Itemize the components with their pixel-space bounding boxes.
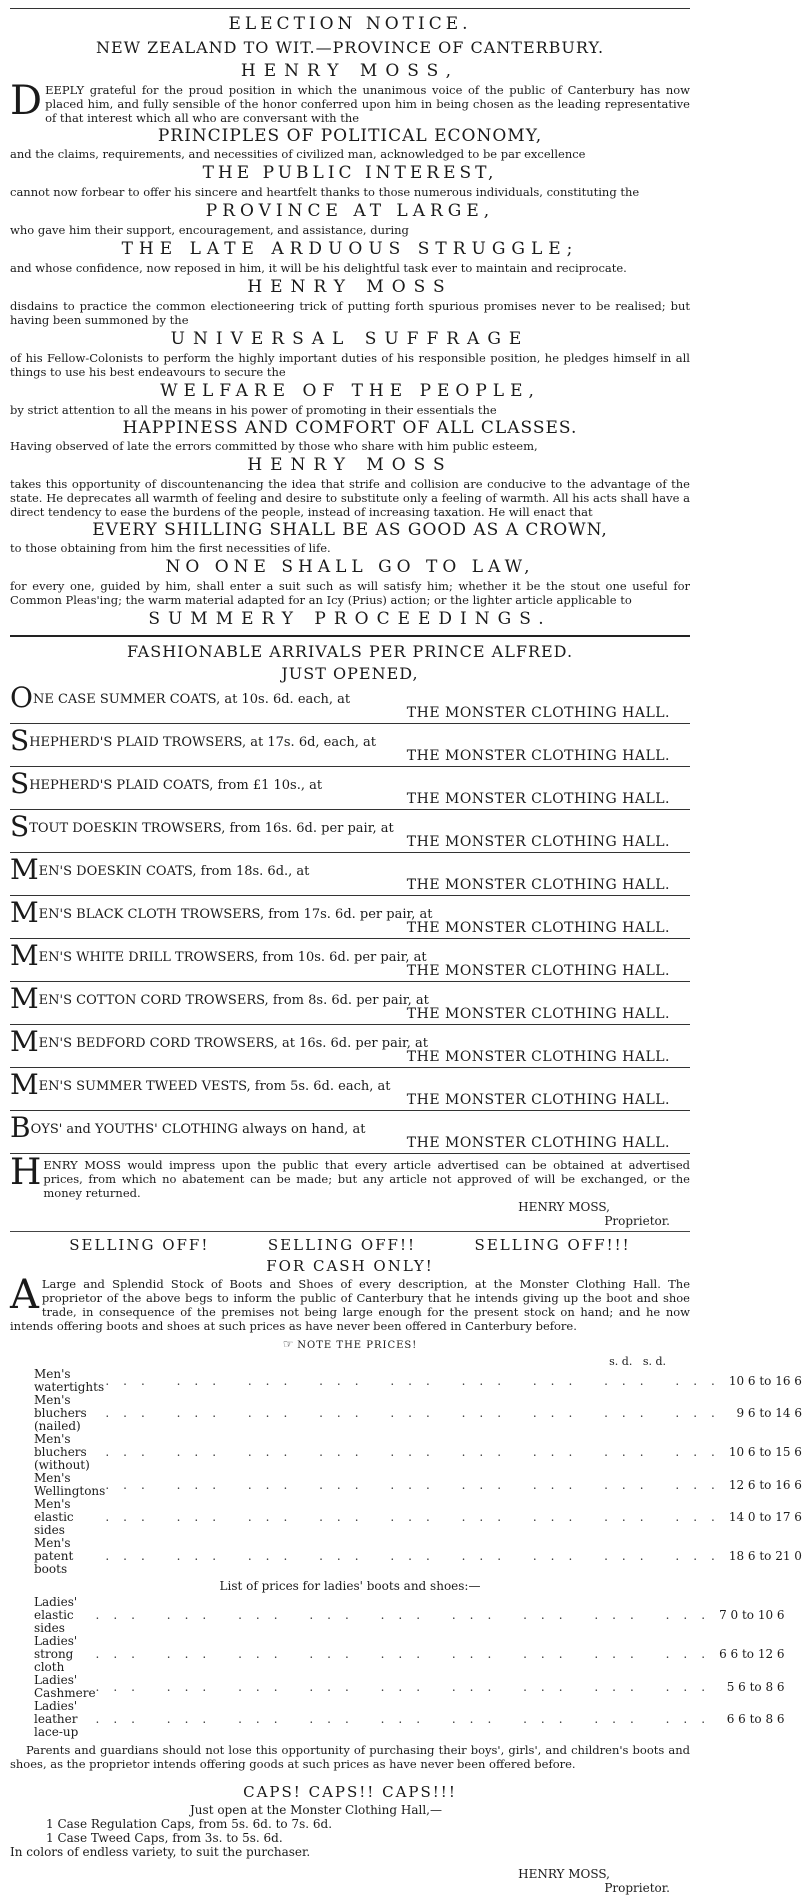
price-value: 12 6 to 16 6 bbox=[728, 1477, 802, 1492]
section-rule bbox=[10, 1231, 690, 1232]
price-value: 7 0 to 10 6 bbox=[719, 1608, 785, 1622]
price-value: 18 6 to 21 0 bbox=[728, 1549, 802, 1563]
arrival-description bbox=[10, 1025, 429, 1058]
price-item: Men's watertights bbox=[34, 1367, 105, 1394]
arrival-text: HEPHERD'S PLAID TROWSERS, at 17s. 6d, each, at bbox=[29, 735, 377, 750]
mens-price-table bbox=[34, 1368, 802, 1576]
arrival-location: THE MONSTER CLOTHING HALL. bbox=[406, 920, 670, 936]
caps-heading: CAPS! CAPS!! CAPS!!! bbox=[243, 1783, 457, 1801]
arrival-item bbox=[10, 1068, 690, 1111]
arrival-item bbox=[10, 982, 690, 1025]
headline-law: NO ONE SHALL GO TO LAW, bbox=[165, 557, 535, 577]
arrival-description bbox=[10, 982, 429, 1015]
election-text: and whose confidence, now reposed in him, it will be his delightful task ever to maintain and reciprocate. bbox=[10, 261, 627, 275]
drop-cap: A bbox=[10, 1272, 39, 1318]
price-item: Men's elastic sides bbox=[34, 1497, 74, 1537]
election-text: disdains to practice the common electioneering trick of putting forth spurious promises never to be realised; but having been summoned by the bbox=[10, 299, 690, 327]
candidate-name: HENRY MOSS bbox=[247, 277, 453, 297]
headline-province: PROVINCE AT LARGE, bbox=[205, 201, 495, 221]
drop-cap: M bbox=[10, 896, 39, 929]
leader-dots: ... ... ... ... ... ... ... ... ... bbox=[105, 1477, 729, 1492]
election-heading: ELECTION NOTICE. bbox=[228, 14, 472, 34]
price-value: 6 6 to 8 6 bbox=[726, 1712, 785, 1726]
price-item: Ladies' Cashmere bbox=[34, 1673, 96, 1700]
price-row bbox=[34, 1635, 785, 1674]
caps-line: In colors of endless variety, to suit the purchaser. bbox=[10, 1845, 311, 1859]
price-row bbox=[34, 1596, 785, 1635]
arrival-item bbox=[10, 724, 690, 767]
arrival-location: THE MONSTER CLOTHING HALL. bbox=[406, 1006, 670, 1022]
arrival-text: EN'S COTTON CORD TROWSERS, from 8s. 6d. per pair, at bbox=[38, 993, 429, 1008]
arrival-location: THE MONSTER CLOTHING HALL. bbox=[406, 834, 670, 850]
drop-cap: B bbox=[10, 1111, 31, 1144]
leader-dots: ... ... ... ... ... ... ... ... ... bbox=[95, 1608, 720, 1622]
headline-principles: PRINCIPLES OF POLITICAL ECONOMY, bbox=[157, 126, 543, 146]
headline-shilling: EVERY SHILLING SHALL BE AS GOOD AS A CROWN, bbox=[92, 520, 608, 540]
price-row bbox=[34, 1368, 802, 1394]
headline-universal-suffrage: UNIVERSAL SUFFRAGE bbox=[170, 329, 530, 349]
selling-off-1: SELLING OFF! bbox=[69, 1236, 210, 1254]
pointing-hand-icon: ☞ bbox=[282, 1337, 294, 1351]
selling-off-section bbox=[10, 1235, 802, 1771]
arrival-description bbox=[10, 896, 433, 929]
caps-line: 1 Case Tweed Caps, from 3s. to 5s. 6d. bbox=[46, 1831, 283, 1845]
price-row bbox=[34, 1674, 785, 1700]
arrival-description bbox=[10, 939, 427, 972]
parents-paragraph: Parents and guardians should not lose this opportunity of purchasing their boys', girls', and children's boots and shoes, as the proprietor intends offering goods at such prices as have never been offered before. bbox=[10, 1743, 690, 1771]
leader-dots: ... ... ... ... ... ... ... ... ... bbox=[105, 1406, 729, 1420]
price-value: 9 6 to 14 6 bbox=[736, 1406, 802, 1420]
top-rule bbox=[10, 8, 690, 9]
arrivals-subheading: JUST OPENED, bbox=[281, 664, 419, 683]
price-item: Men's Wellingtons bbox=[34, 1471, 106, 1498]
headline-late-struggle: THE LATE ARDUOUS STRUGGLE; bbox=[121, 239, 579, 259]
arrivals-heading: FASHIONABLE ARRIVALS PER PRINCE ALFRED. bbox=[126, 642, 574, 661]
arrivals-notice bbox=[10, 1152, 690, 1200]
drop-cap: H bbox=[10, 1152, 42, 1193]
note-prices-text: NOTE THE PRICES! bbox=[297, 1340, 418, 1351]
price-value: 10 6 to 16 6 bbox=[728, 1373, 802, 1388]
leader-dots: ... ... ... ... ... ... ... ... ... bbox=[105, 1373, 729, 1388]
price-value: 5 6 to 8 6 bbox=[726, 1679, 785, 1694]
candidate-name: HENRY MOSS bbox=[247, 455, 453, 475]
arrival-description bbox=[10, 724, 377, 757]
drop-cap: O bbox=[10, 681, 33, 714]
drop-cap: D bbox=[10, 78, 43, 124]
ladies-heading: List of prices for ladies' boots and shoes:— bbox=[219, 1579, 481, 1593]
headline-happiness: HAPPINESS AND COMFORT OF ALL CLASSES. bbox=[122, 418, 578, 438]
arrival-item bbox=[10, 1025, 690, 1068]
arrival-item bbox=[10, 767, 690, 810]
arrival-location: THE MONSTER CLOTHING HALL. bbox=[406, 1049, 670, 1065]
price-row bbox=[34, 1472, 802, 1498]
election-text: and the claims, requirements, and necessities of civilized man, acknowledged to be par excellence bbox=[10, 147, 586, 161]
election-text: who gave him their support, encouragement, and assistance, during bbox=[10, 223, 409, 237]
arrival-location: THE MONSTER CLOTHING HALL. bbox=[406, 963, 670, 979]
drop-cap: S bbox=[10, 767, 30, 800]
price-value: 14 0 to 17 6 bbox=[728, 1510, 802, 1524]
leader-dots: ... ... ... ... ... ... ... ... ... bbox=[105, 1445, 729, 1459]
drop-cap: M bbox=[10, 1068, 39, 1101]
arrival-description bbox=[10, 810, 394, 843]
arrival-description bbox=[10, 767, 323, 800]
price-item: Men's bluchers (without) bbox=[34, 1432, 90, 1472]
arrivals-list bbox=[10, 681, 690, 1154]
arrival-item bbox=[10, 810, 690, 853]
arrival-item bbox=[10, 939, 690, 982]
selling-off-3: SELLING OFF!!! bbox=[474, 1236, 631, 1254]
note-prices bbox=[10, 1337, 690, 1351]
price-row bbox=[34, 1700, 785, 1739]
price-row bbox=[34, 1498, 802, 1537]
arrival-location: THE MONSTER CLOTHING HALL. bbox=[406, 705, 670, 721]
drop-cap: M bbox=[10, 939, 39, 972]
selling-paragraph bbox=[10, 1272, 690, 1333]
election-subheading: NEW ZEALAND TO WIT.—PROVINCE OF CANTERBURY. bbox=[95, 38, 605, 57]
price-value: 6 6 to 12 6 bbox=[719, 1647, 785, 1661]
drop-cap: M bbox=[10, 982, 39, 1015]
signature-name: HENRY MOSS, bbox=[518, 1200, 610, 1214]
signature-title: Proprietor. bbox=[604, 1881, 670, 1895]
price-item: Ladies' leather lace-up bbox=[34, 1699, 79, 1739]
price-item: Ladies' elastic sides bbox=[34, 1595, 78, 1635]
arrival-text: NE CASE SUMMER COATS, at 10s. 6d. each, at bbox=[32, 692, 351, 707]
drop-cap: S bbox=[10, 810, 30, 843]
headline-summery: SUMMERY PROCEEDINGS. bbox=[148, 609, 552, 629]
price-row bbox=[34, 1537, 802, 1576]
election-text: for every one, guided by him, shall enter a suit such as will satisfy him; whether it be the stout one useful for Common Pleas'ing; the warm material adapted for an Icy (Prius) action; or the lighter article applicable to bbox=[10, 579, 690, 607]
arrival-location: THE MONSTER CLOTHING HALL. bbox=[406, 1092, 670, 1108]
notice-text: ENRY MOSS would impress upon the public that every article advertised can be obtained at advertised prices, from which no abatement can be made; but any article not approved of will be exchanged, or the money returned. bbox=[43, 1158, 690, 1200]
signature-title: Proprietor. bbox=[604, 1214, 670, 1228]
price-row bbox=[34, 1394, 802, 1433]
price-value: 10 6 to 15 6 bbox=[728, 1445, 802, 1459]
cash-only: FOR CASH ONLY! bbox=[266, 1257, 434, 1275]
leader-dots: ... ... ... ... ... ... ... ... ... bbox=[105, 1549, 729, 1563]
election-text: to those obtaining from him the first necessities of life. bbox=[10, 541, 331, 555]
arrival-text: EN'S BEDFORD CORD TROWSERS, at 16s. 6d. per pair, at bbox=[38, 1036, 429, 1051]
arrival-description bbox=[10, 1111, 366, 1144]
arrival-description bbox=[10, 1068, 391, 1101]
ladies-price-table bbox=[34, 1596, 785, 1739]
arrival-text: EN'S BLACK CLOTH TROWSERS, from 17s. 6d. per pair, at bbox=[38, 907, 433, 922]
arrival-description bbox=[10, 681, 351, 714]
price-item: Men's patent boots bbox=[34, 1536, 74, 1576]
caps-line: Just open at the Monster Clothing Hall,— bbox=[190, 1803, 442, 1817]
arrival-text: TOUT DOESKIN TROWSERS, from 16s. 6d. per pair, at bbox=[29, 821, 394, 836]
drop-cap: M bbox=[10, 853, 39, 886]
headline-public-interest: THE PUBLIC INTEREST, bbox=[202, 163, 498, 183]
price-item: Ladies' strong cloth bbox=[34, 1634, 78, 1674]
arrival-text: EN'S WHITE DRILL TROWSERS, from 10s. 6d. per pair, at bbox=[38, 950, 427, 965]
headline-welfare: WELFARE OF THE PEOPLE, bbox=[160, 381, 540, 401]
selling-text: Large and Splendid Stock of Boots and Shoes of every description, at the Monster Clothing Hall. The proprietor of the above begs to inform the public of Canterbury that he intends giving up the boot and shoe trade, in consequence of the premises not being large enough for the present stock on hand; and he now intends offering boots and shoes at such prices as have never been offered in Canterbury before. bbox=[10, 1277, 690, 1333]
arrivals-section bbox=[10, 641, 690, 1228]
arrival-text: EN'S DOESKIN COATS, from 18s. 6d., at bbox=[38, 864, 310, 879]
leader-dots: ... ... ... ... ... ... ... ... ... bbox=[95, 1679, 720, 1694]
candidate-name: HENRY MOSS, bbox=[240, 61, 460, 81]
election-text: Having observed of late the errors committed by those who share with him public esteem, bbox=[10, 439, 538, 453]
arrival-text: OYS' and YOUTHS' CLOTHING always on hand, at bbox=[30, 1122, 366, 1137]
leader-dots: ... ... ... ... ... ... ... ... ... bbox=[105, 1510, 729, 1524]
price-column-header: s. d. s. d. bbox=[609, 1355, 666, 1368]
election-text: by strict attention to all the means in his power of promoting in their essentials the bbox=[10, 403, 497, 417]
caps-line: 1 Case Regulation Caps, from 5s. 6d. to 7s. 6d. bbox=[46, 1817, 333, 1831]
leader-dots: ... ... ... ... ... ... ... ... ... bbox=[95, 1647, 720, 1661]
arrival-text: EN'S SUMMER TWEED VESTS, from 5s. 6d. each, at bbox=[38, 1079, 391, 1094]
arrival-description bbox=[10, 853, 310, 886]
section-rule bbox=[10, 635, 690, 637]
election-text: of his Fellow-Colonists to perform the highly important duties of his responsible position, he pledges himself in all things to use his best endeavours to secure the bbox=[10, 351, 690, 379]
selling-off-2: SELLING OFF!! bbox=[267, 1236, 417, 1254]
election-paragraph bbox=[10, 78, 690, 125]
arrival-item bbox=[10, 1111, 690, 1154]
election-text: takes this opportunity of discountenancing the idea that strife and collision are conducive to the advantage of the state. He deprecates all warmth of feeling and desire to substitute only a feeling of warmth. All his acts shall have a direct tendency to ease the burdens of the people, instead of increasing taxation. He will enact that bbox=[10, 477, 690, 519]
election-text: EEPLY grateful for the proud position in which the unanimous voice of the public of Canterbury has now placed him, and fully sensible of the honor conferred upon him in being chosen as the leading representative of that interest which all who are conversant with the bbox=[45, 83, 690, 125]
election-text: cannot now forbear to offer his sincere and heartfelt thanks to those numerous individuals, constituting the bbox=[10, 185, 640, 199]
arrival-location: THE MONSTER CLOTHING HALL. bbox=[406, 1135, 670, 1151]
arrival-location: THE MONSTER CLOTHING HALL. bbox=[406, 748, 670, 764]
arrival-item bbox=[10, 853, 690, 896]
price-row bbox=[34, 1433, 802, 1472]
drop-cap: S bbox=[10, 724, 30, 757]
arrival-text: HEPHERD'S PLAID COATS, from £1 10s., at bbox=[29, 778, 323, 793]
drop-cap: M bbox=[10, 1025, 39, 1058]
arrival-item bbox=[10, 896, 690, 939]
caps-section bbox=[10, 1781, 690, 1895]
arrival-location: THE MONSTER CLOTHING HALL. bbox=[406, 877, 670, 893]
arrival-item bbox=[10, 681, 690, 724]
arrival-location: THE MONSTER CLOTHING HALL. bbox=[406, 791, 670, 807]
price-item: Men's bluchers (nailed) bbox=[34, 1393, 87, 1433]
election-notice bbox=[10, 11, 690, 631]
leader-dots: ... ... ... ... ... ... ... ... ... bbox=[95, 1712, 720, 1726]
signature-name: HENRY MOSS, bbox=[518, 1867, 610, 1881]
selling-off-banner bbox=[10, 1235, 690, 1255]
